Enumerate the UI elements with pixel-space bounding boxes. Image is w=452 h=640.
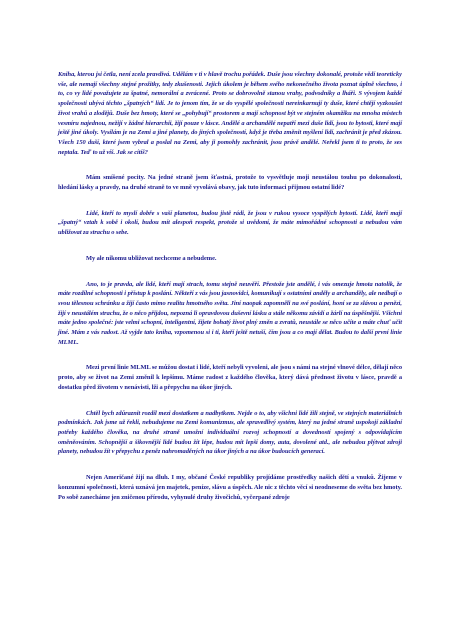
paragraph-author-3: Mezi první linie MLML se můžou dostat i lidé, kteří nebyli vyvoleni, ale jsou s námi na stejné vlnové délce, dělají něco proto, aby se život na Zemi změnil k lepšímu. Máme radost z každého člověka, který dává přednost životu v lásce, pravdě a dostatku před životem v nenávisti, lži a přepychu na úkor jiných. [58,364,402,391]
paragraph-god-speech-2: Lidé, kteří to myslí dobře s vaší planetou, budou jistě rádi, že jsou v rukou vysoce vyspělých bytostí. Lidé, kteří mají „špatný“ vztah k sobě i okolí, budou mít alespoň respekt, protože si uvědomí, že máte mimořádné schopnosti a nebudou vám ubližovat za strachu o sebe. [58,209,402,237]
paragraph-gap [58,264,402,280]
paragraph-god-speech-4: Chtěl bych zdůraznit rozdíl mezi dostatkem a nadbytkem. Nejde o to, aby všichni lidé žili stejně, ve stejných materiálních podmínkách. Jak jsme už řekli, nebudujeme na Zemi komunizmus, ale spravedlivý systém, který na jedné straně uspokojí základní potřeby každého člověka, na druhé straně umožní individuální rozvoj schopností a dovedností spojený s odpovídajícím oměněováním. Schopnější a šikovnější lidé budou žít lépe, budou mít lepší domy, auta, dovolené atd., ale nebudou plýtvat zdroji planety, nebudou žít v přepychu z peněz nahromaděných na úkor jiných a na úkor budoucích generací. [58,409,402,456]
paragraph-gap [58,393,402,409]
paragraph-gap [58,193,402,209]
paragraph-gap [58,347,402,363]
paragraph-author-4: Nejen Američané žijí na dluh. I my, občané České republiky projídáme prostředky našich dětí a vnuků. Žijeme v konzumní společnosti, která uznává jen majetek, peníze, slávu a úspěch. Ale nic z těchto věcí si neodneseme do světa bez hmoty. Po sobě zanecháme jen zničenou přírodu, vyhynulé druhy živočichů, vyčerpané zdroje [58,474,402,501]
paragraph-author-2: My ale nikomu ubližovat nechceme a nebudeme. [86,254,217,262]
paragraph-god-speech-3: Ano, to je pravda, ale lidé, kteří mají strach, tomu stejně neuvěří. Přestože jste andělé, i vás omezuje hmota natolik, že máte rozdílné schopnosti i přístup k poslání. Někteří z vás jsou jasnovidci, komunikují s ostatními anděly a archanděly, ale nedbají o svou tělesnou schránku a žijí často mimo realitu hmotného světa. Jiní naopak zapomněli na své poslání, honí se za slávou a penězi, žijí v neustálém strachu, že o něco přijdou, nepozná li opravdovou duševní lásku a stále někomu závidí a žárlí na úspěšnější. Všichni máte jedno společné: jste velmi schopní, inteligentní, žijete bohatý život plný změn a zvratů, neustále se něco učíte a máte chuť učit jiné. Mám z vás radost. Až vyjde tato kniha, vzpomenou si i ti, kteří ještě netuší, čím jsou a co mají dělat. Budou to další první linie MLML. [58,280,402,346]
paragraph-gap [58,238,402,254]
paragraph-god-speech-1: Kniha, kterou jsi četla, není zcela pravdivá. Udělám v ti v hlavě trochu pořádek. Duše jsou všechny dokonalé, protože vědí teoreticky vše, ale nemají všechny stejné prožitky, tedy zkušenosti. Jejich úkolem je během svého nekonečného života poznat úplně všechno, i to, co vy lidé považujete za špatné, nemorální a zvrácené. Proto se dobrovolně stanou vrahy, podvodníky a lháři. S vývojem každé společnosti ubývá těchto „špatných“ lidí. Je to jenom tím, že se do vyspělé společnosti nereinkarnují ty duše, které chtějí vyzkoušet život vrahů a zlodějů. Duše bez hmoty, které se „pohybují“ prostorem a mají schopnost být ve stejném okamžiku na mnoha místech vesmíru najednou, nežijí v žádné hierarchii, žijí pouze v lásce. Andělé a archandělé nepatří mezi duše lidí, jsou to bytosti, které mají ještě jiné úkoly. Vysílám je na Zemi a jiné planety, do jiných společností, když je třeba změnit myšlení lidí, zachránit je před zkázou. Všech 150 duší, které jsem vybral a poslal na Zemi, aby ji pomohly zachránit, jsou právě andělé. Neřekl jsem ti to proto, že ses neptala. Teď to už víš. Jak se cítíš? [58,71,402,156]
paragraph-gap [58,457,402,473]
paragraph-gap [58,157,402,173]
paragraph-author-1: Mám smíšené pocity. Na jedné straně jsem šťastná, protože to vysvětluje moji neustálou touhu po dokonalosti, hledání lásky a pravdy, na druhé straně to ve mně vyvolává obavy, jak tuto informaci přijmou ostatní lidé? [58,174,402,192]
